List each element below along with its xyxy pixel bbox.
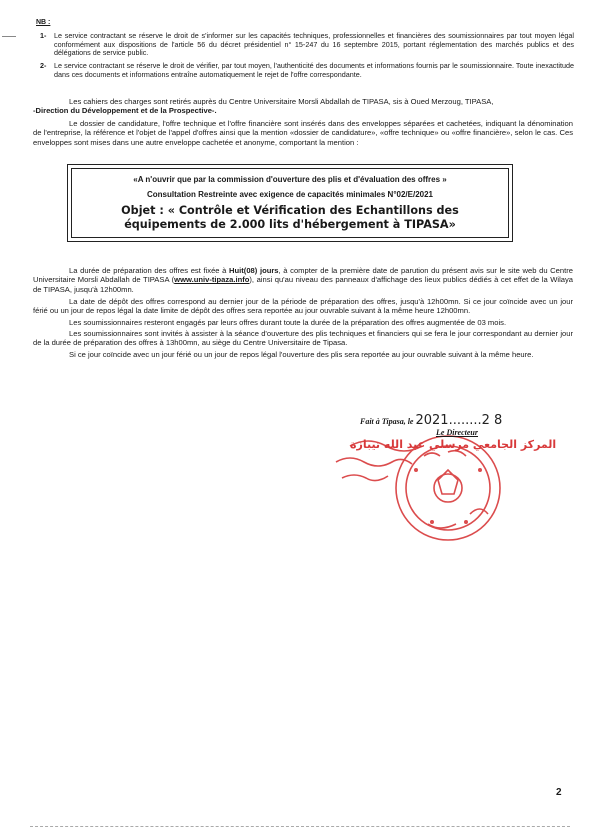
paragraph-seance: Les soumissionnaires sont invités à assister à la séance d'ouverture des plis techniques et financiers qui se fera le jour correspondant au dernier jour de la durée de préparation des offres à 13h00mn, au siège du Centre Universitaire de Tipasa. xyxy=(33,329,573,348)
duree-text-e: ), ainsi qu'au niveau des panneaux d'affichage des lieux publics dédiés à cet effet de la Wilaya de TIPASA, jusqu'à 12h00mn. xyxy=(33,275,573,294)
page-number: 2 xyxy=(556,787,562,798)
duree-days: Huit(08) jours xyxy=(229,266,279,275)
note-1-number: 1- xyxy=(40,31,47,40)
note-2-text: Le service contractant se réserve le droit de vérifier, par tout moyen, l'authenticité des documents et informations fournis par le soumissionnaire. Toute inexactitude dans ces documents et informations entraîne automatiquement le rejet de l'offre correspondante. xyxy=(54,61,574,79)
note-2 xyxy=(40,61,574,79)
box-object-title xyxy=(72,204,508,232)
stamp-text: المركز الجامعي مرسلي عبد الله تيبازة xyxy=(350,438,557,451)
box-object-line-2: équipements de 2.000 lits d'hébergement à TIPASA» xyxy=(124,218,456,231)
direction-label: -Direction du Développement et de la Prospective-. xyxy=(33,106,217,116)
box-object-line-1: Objet : « Contrôle et Vérification des Echantillons des xyxy=(121,204,459,217)
paragraph-cahiers-line: Les cahiers des charges sont retirés auprès du Centre Universitaire Morsli Abdallah de TIPASA, sis à Oued Merzoug, TIPASA, xyxy=(69,97,494,106)
note-1 xyxy=(40,31,574,58)
paragraph-duree xyxy=(33,266,573,294)
note-2-number: 2- xyxy=(40,61,47,70)
signature-fait: Fait à Tipasa, le xyxy=(360,417,414,426)
duree-text-a: La durée de préparation des offres est fixée à xyxy=(69,266,227,275)
website-link[interactable]: www.univ-tipaza.info xyxy=(174,275,250,285)
paragraph-dossier: Le dossier de candidature, l'offre technique et l'offre financière sont insérés dans des enveloppes séparées et cachetées, indiquant la dénomination de l'entreprise, la référence et l'objet de l'appel d'offres ainsi que la mention «dossier de candidature», «offre technique» ou «offre financière», selon le cas. Ces enveloppes sont mises dans une autre enveloppe cachetée et anonyme, comportant la mention : xyxy=(33,119,573,147)
envelope-mention-box xyxy=(67,164,513,242)
official-stamp xyxy=(320,418,557,558)
note-1-text: Le service contractant se réserve le droit de s'informer sur les capacités techniques, professionnelles et financières des soumissionnaires par tout moyen légal conformément aux dispositions de l'article 56 du décret présidentiel n° 15-247 du 16 septembre 2015, portant réglementation des marchés publics et des délégations de service public. xyxy=(54,31,574,58)
bottom-scan-line xyxy=(30,826,570,827)
paragraph-depot: La date de dépôt des offres correspond au dernier jour de la période de préparation des offres, jusqu'à 12h00mn. Si ce jour coïncide avec un jour férié ou un jour de repos légal la date limite de dépôt des offres sera reportée au jour ouvrable suivant à la même heure 12h00mn. xyxy=(33,297,573,316)
box-mention-line: «A n'ouvrir que par la commission d'ouverture des plis et d'évaluation des offres » xyxy=(133,175,447,184)
nb-label: NB : xyxy=(36,19,51,26)
paragraph-cahiers xyxy=(33,97,573,116)
signature-handwritten-date: 2021........2 8 xyxy=(415,413,503,428)
box-consultation-line: Consultation Restreinte avec exigence de capacités minimales N°02/E/2021 xyxy=(147,190,433,199)
envelope-mention-inner xyxy=(71,168,509,238)
paragraph-engagement: Les soumissionnaires resteront engagés par leurs offres durant toute la durée de la préparation des offres augmentée de 03 mois. xyxy=(69,318,507,327)
duree-text-c: , à compter de la première date de parution du présent avis sur le site web du Centre Universitaire Morsli Abdallah de TIPASA ( xyxy=(33,266,573,285)
signature-place-date xyxy=(360,413,502,428)
paragraph-report: Si ce jour coïncide avec un jour férié ou un jour de repos légal l'ouverture des plis sera reportée au jour ouvrable suivant à la même heure. xyxy=(69,350,534,359)
scan-edge-mark xyxy=(2,36,16,37)
signature-title: Le Directeur xyxy=(436,428,478,437)
